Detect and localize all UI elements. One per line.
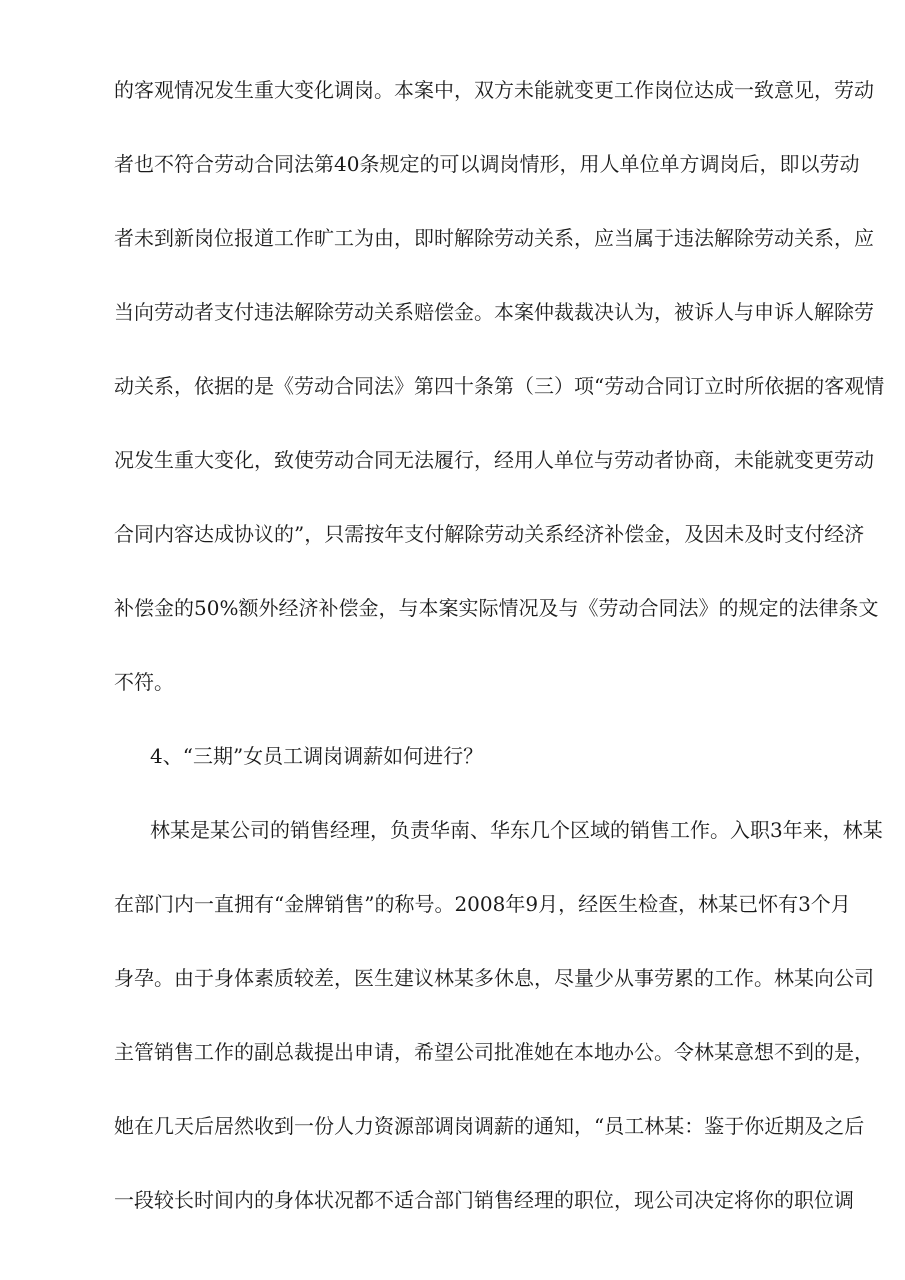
paragraph-line: 的客观情况发生重大变化调岗。本案中，双方未能就变更工作岗位达成一致意见，劳动 bbox=[114, 78, 874, 102]
paragraph-line: 身孕。由于身体素质较差，医生建议林某多休息，尽量少从事劳累的工作。林某向公司 bbox=[114, 966, 874, 990]
paragraph-line: 她在几天后居然收到一份人力资源部调岗调薪的通知，“员工林某：鉴于你近期及之后 bbox=[114, 1114, 865, 1138]
paragraph-line: 主管销售工作的副总裁提出申请，希望公司批准她在本地办公。令林某意想不到的是， bbox=[114, 1040, 874, 1064]
paragraph-line: 动关系，依据的是《劳动合同法》第四十条第（三）项“劳动合同订立时所依据的客观情 bbox=[114, 374, 885, 398]
paragraph-line: 当向劳动者支付违法解除劳动关系赔偿金。本案仲裁裁决认为，被诉人与申诉人解除劳 bbox=[114, 300, 874, 324]
paragraph-line: 一段较长时间内的身体状况都不适合部门销售经理的职位，现公司决定将你的职位调 bbox=[114, 1188, 854, 1212]
paragraph-line: 补偿金的50%额外经济补偿金，与本案实际情况及与《劳动合同法》的规定的法律条文 bbox=[114, 596, 879, 620]
paragraph-line: 者未到新岗位报道工作旷工为由，即时解除劳动关系，应当属于违法解除劳动关系，应 bbox=[114, 226, 874, 250]
paragraph-line: 在部门内一直拥有“金牌销售”的称号。2008年9月，经医生检查，林某已怀有3个月 bbox=[114, 892, 851, 916]
paragraph-line: 林某是某公司的销售经理，负责华南、华东几个区域的销售工作。入职3年来，林某 bbox=[150, 818, 883, 842]
paragraph-line: 况发生重大变化，致使劳动合同无法履行，经用人单位与劳动者协商，未能就变更劳动 bbox=[114, 448, 874, 472]
paragraph-line: 不符。 bbox=[114, 670, 174, 694]
paragraph-line: 者也不符合劳动合同法第40条规定的可以调岗情形，用人单位单方调岗后，即以劳动 bbox=[114, 152, 860, 176]
section-heading: 4、“三期”女员工调岗调薪如何进行？ bbox=[150, 744, 484, 768]
paragraph-line: 合同内容达成协议的”，只需按年支付解除劳动关系经济补偿金，及因未及时支付经济 bbox=[114, 522, 865, 546]
